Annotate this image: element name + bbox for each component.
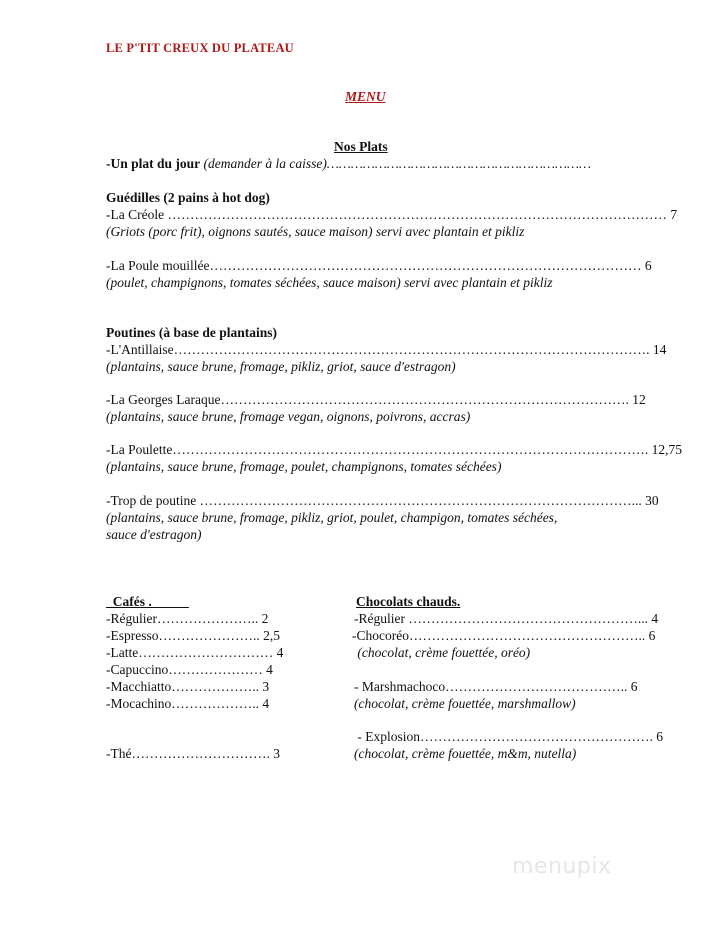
item-la-poulette-desc: (plantains, sauce brune, fromage, poulet, champignons, tomates séchées) bbox=[106, 459, 502, 474]
chocolat-regulier: -Régulier ……………………………………………... 4 bbox=[354, 611, 659, 626]
guedilles-title: Guédilles (2 pains à hot dog) bbox=[106, 190, 270, 205]
cafe-espresso: -Espresso………………….. 2,5 bbox=[106, 628, 280, 643]
item-georges-laraque-desc: (plantains, sauce brune, fromage vegan, oignons, poivrons, accras) bbox=[106, 409, 471, 424]
chocolat-marshmachoco-desc: (chocolat, crème fouettée, marshmallow) bbox=[354, 696, 576, 711]
chocolat-explosion: - Explosion……………………………………………. 6 bbox=[354, 729, 663, 744]
chocolat-chocoreo-desc: (chocolat, crème fouettée, oréo) bbox=[354, 645, 531, 660]
daily-special-note: (demander à la caisse)………………………………………………………… bbox=[203, 156, 591, 171]
cafe-the: -Thé…………………………. 3 bbox=[106, 746, 280, 761]
daily-special-label: -Un plat du jour bbox=[106, 156, 201, 171]
item-la-poule-mouillee-desc: (poulet, champignons, tomates séchées, sauce maison) servi avec plantain et pikliz bbox=[106, 275, 553, 290]
item-lantillaise-desc: (plantains, sauce brune, fromage, pikliz, griot, sauce d'estragon) bbox=[106, 359, 456, 374]
section-title-nos-plats: Nos Plats bbox=[334, 139, 388, 154]
item-la-creole: -La Créole ………………………………………………………………………………………………… 7 bbox=[106, 207, 678, 222]
restaurant-name: LE P'TIT CREUX DU PLATEAU bbox=[106, 41, 294, 55]
item-lantillaise: -L'Antillaise……………………………………………………………………………………………. 14 bbox=[106, 342, 667, 357]
item-trop-de-poutine-desc: (plantains, sauce brune, fromage, pikliz, griot, poulet, champigon, tomates séchées, bbox=[106, 510, 558, 525]
chocolat-marshmachoco: - Marshmachoco………………………………….. 6 bbox=[354, 679, 638, 694]
cafe-regulier: -Régulier………………….. 2 bbox=[106, 611, 269, 626]
cafe-latte: -Latte………………………… 4 bbox=[106, 645, 284, 660]
item-georges-laraque: -La Georges Laraque………………………………………………………………………………. 12 bbox=[106, 392, 646, 407]
cafe-mocachino: -Mocachino……………….. 4 bbox=[106, 696, 270, 711]
item-la-creole-desc: (Griots (porc frit), oignons sautés, sauce maison) servi avec plantain et pikliz bbox=[106, 224, 525, 239]
cafe-capuccino: -Capuccino………………… 4 bbox=[106, 662, 273, 677]
daily-special-line bbox=[106, 155, 591, 172]
item-trop-de-poutine-desc-2: sauce d'estragon) bbox=[106, 527, 202, 542]
chocolats-title: Chocolats chauds. bbox=[356, 594, 461, 609]
cafe-macchiatto: -Macchiatto……………….. 3 bbox=[106, 679, 270, 694]
item-trop-de-poutine: -Trop de poutine ……………………………………………………………………………………... 30 bbox=[106, 493, 659, 508]
poutines-title: Poutines (à base de plantains) bbox=[106, 325, 278, 340]
item-la-poule-mouillee: -La Poule mouillée…………………………………………………………………………………… 6 bbox=[106, 258, 652, 273]
cafes-title: Cafés . bbox=[106, 594, 189, 609]
watermark: menupix bbox=[512, 854, 612, 879]
chocolat-chocoreo: -Chocoréo…………………………………………….. 6 bbox=[352, 628, 656, 643]
chocolat-explosion-desc: (chocolat, crème fouettée, m&m, nutella) bbox=[354, 746, 577, 761]
menu-title: MENU bbox=[345, 89, 386, 104]
item-la-poulette: -La Poulette……………………………………………………………………………………………. 12,75 bbox=[106, 442, 682, 457]
